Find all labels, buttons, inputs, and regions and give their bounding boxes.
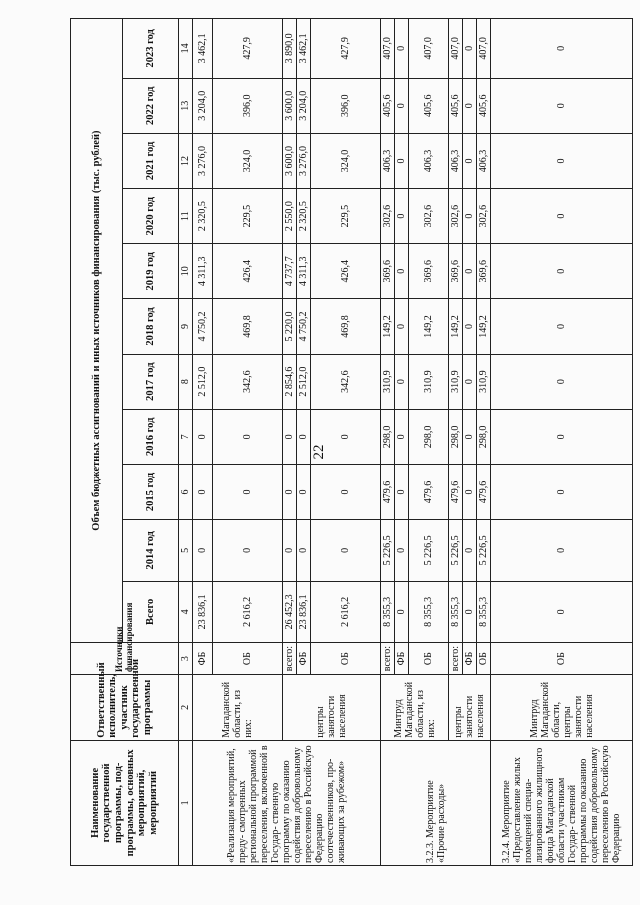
col-number: 5	[179, 520, 193, 582]
header-total: Всего	[123, 581, 179, 643]
value-cell: 0	[311, 520, 381, 582]
value-cell: 0	[491, 78, 633, 133]
row-source: всего:	[449, 643, 463, 675]
value-cell: 324,0	[213, 133, 283, 188]
header-year: 2014 год	[123, 520, 179, 582]
value-cell: 23 836,1	[297, 581, 311, 643]
value-cell: 3 600,0	[283, 133, 297, 188]
value-cell: 0	[463, 520, 477, 582]
value-cell: 407,0	[409, 19, 449, 79]
value-cell: 0	[213, 464, 283, 519]
value-cell: 0	[491, 409, 633, 464]
value-cell: 302,6	[409, 189, 449, 244]
value-cell: 0	[491, 464, 633, 519]
value-cell: 406,3	[381, 133, 395, 188]
value-cell: 310,9	[409, 354, 449, 409]
row-executor: Магаданской области, из них:	[193, 674, 283, 740]
value-cell: 4 311,3	[193, 244, 213, 299]
row-name: 3.2.4. Мероприятие «Предоставление жилых помещений специа- лизированного жилищного фонда Магаданской области участникам Государ- ственной программы по оказанию содействия добровольному переселению в Российскую Федерацию	[491, 740, 633, 865]
value-cell: 4 737,7	[283, 244, 297, 299]
value-cell: 0	[463, 354, 477, 409]
page-number: 22	[311, 444, 327, 460]
row-executor: Минтруд Магаданской области, центры занятости населения	[491, 674, 633, 740]
value-cell: 405,6	[449, 78, 463, 133]
value-cell: 3 276,0	[193, 133, 213, 188]
value-cell: 0	[283, 409, 297, 464]
value-cell: 0	[463, 409, 477, 464]
row-source: ФБ	[193, 643, 213, 675]
row-name: 3.2.3. Мероприятие «Прочие расходы»	[381, 740, 491, 865]
row-source: ОБ	[491, 643, 633, 675]
value-cell: 0	[491, 189, 633, 244]
value-cell: 0	[491, 354, 633, 409]
value-cell: 0	[395, 299, 409, 354]
value-cell: 0	[395, 244, 409, 299]
value-cell: 310,9	[381, 354, 395, 409]
value-cell: 0	[283, 520, 297, 582]
value-cell: 5 220,0	[283, 299, 297, 354]
value-cell: 2 616,2	[311, 581, 381, 643]
value-cell: 0	[463, 78, 477, 133]
row-source: ФБ	[297, 643, 311, 675]
value-cell: 298,0	[477, 409, 491, 464]
value-cell: 406,3	[449, 133, 463, 188]
value-cell: 0	[463, 19, 477, 79]
header-year: 2022 год	[123, 78, 179, 133]
header-source: Источники финансирования	[71, 643, 179, 675]
row-executor-sub: центры занятости населения	[283, 674, 381, 740]
value-cell: 405,6	[381, 78, 395, 133]
value-cell: 3 890,0	[283, 19, 297, 79]
value-cell: 229,5	[311, 189, 381, 244]
value-cell: 369,6	[477, 244, 491, 299]
value-cell: 310,9	[477, 354, 491, 409]
col-number: 11	[179, 189, 193, 244]
value-cell: 8 355,3	[449, 581, 463, 643]
value-cell: 0	[491, 133, 633, 188]
value-cell: 8 355,3	[409, 581, 449, 643]
value-cell: 342,6	[311, 354, 381, 409]
value-cell: 0	[193, 464, 213, 519]
value-cell: 5 226,5	[449, 520, 463, 582]
value-cell: 405,6	[409, 78, 449, 133]
row-source: ОБ	[311, 643, 381, 675]
header-year: 2019 год	[123, 244, 179, 299]
value-cell: 407,0	[449, 19, 463, 79]
row-source: всего:	[381, 643, 395, 675]
value-cell: 0	[297, 520, 311, 582]
row-source: ФБ	[395, 643, 409, 675]
value-cell: 2 320,5	[193, 189, 213, 244]
value-cell: 406,3	[409, 133, 449, 188]
col-number: 6	[179, 464, 193, 519]
col-number: 9	[179, 299, 193, 354]
value-cell: 0	[395, 409, 409, 464]
value-cell: 0	[463, 189, 477, 244]
value-cell: 229,5	[213, 189, 283, 244]
value-cell: 324,0	[311, 133, 381, 188]
value-cell: 0	[395, 189, 409, 244]
value-cell: 427,9	[311, 19, 381, 79]
table-body	[193, 19, 633, 866]
value-cell: 3 462,1	[193, 19, 213, 79]
value-cell: 149,2	[449, 299, 463, 354]
value-cell: 0	[491, 19, 633, 79]
value-cell: 2 512,0	[297, 354, 311, 409]
value-cell: 0	[491, 244, 633, 299]
header-year: 2015 год	[123, 464, 179, 519]
header-year: 2017 год	[123, 354, 179, 409]
col-number: 8	[179, 354, 193, 409]
table-row	[491, 19, 633, 866]
table-row	[193, 19, 213, 866]
value-cell: 0	[395, 78, 409, 133]
value-cell: 405,6	[477, 78, 491, 133]
col-number: 7	[179, 409, 193, 464]
value-cell: 0	[491, 520, 633, 582]
value-cell: 479,6	[381, 464, 395, 519]
value-cell: 0	[463, 244, 477, 299]
value-cell: 0	[395, 133, 409, 188]
value-cell: 0	[193, 409, 213, 464]
value-cell: 0	[213, 520, 283, 582]
value-cell: 0	[311, 409, 381, 464]
value-cell: 26 452,3	[283, 581, 297, 643]
value-cell: 302,6	[381, 189, 395, 244]
header-year: 2023 год	[123, 19, 179, 79]
col-number: 10	[179, 244, 193, 299]
value-cell: 0	[395, 464, 409, 519]
value-cell: 302,6	[449, 189, 463, 244]
value-cell: 369,6	[409, 244, 449, 299]
value-cell: 406,3	[477, 133, 491, 188]
value-cell: 0	[463, 133, 477, 188]
col-number: 14	[179, 19, 193, 79]
col-number: 1	[179, 740, 193, 865]
value-cell: 149,2	[477, 299, 491, 354]
value-cell: 0	[213, 409, 283, 464]
value-cell: 3 204,0	[297, 78, 311, 133]
value-cell: 0	[395, 520, 409, 582]
value-cell: 407,0	[477, 19, 491, 79]
value-cell: 0	[297, 409, 311, 464]
value-cell: 469,8	[213, 299, 283, 354]
value-cell: 426,4	[311, 244, 381, 299]
table-row	[381, 19, 395, 866]
value-cell: 5 226,5	[477, 520, 491, 582]
row-executor-sub: центры занятости населения	[449, 674, 491, 740]
value-cell: 427,9	[213, 19, 283, 79]
table-row	[283, 19, 297, 866]
value-cell: 5 226,5	[381, 520, 395, 582]
value-cell: 407,0	[381, 19, 395, 79]
rotated-table-container	[70, 18, 622, 866]
value-cell: 23 836,1	[193, 581, 213, 643]
value-cell: 302,6	[477, 189, 491, 244]
header-name: Наименование государственной программы, под- программы, основных мероприятий, мероприятий	[71, 740, 179, 865]
value-cell: 2 512,0	[193, 354, 213, 409]
table-row	[449, 19, 463, 866]
value-cell: 342,6	[213, 354, 283, 409]
col-number: 2	[179, 674, 193, 740]
financing-table	[70, 18, 633, 866]
column-number-row	[179, 19, 193, 866]
header-volume: Объем бюджетных ассигнований и иных источников финансирования (тыс. рублей)	[71, 19, 123, 643]
value-cell: 298,0	[449, 409, 463, 464]
value-cell: 3 600,0	[283, 78, 297, 133]
header-executor: Ответственный исполнитель, участник государственной программы	[71, 674, 179, 740]
value-cell: 298,0	[381, 409, 395, 464]
value-cell: 2 616,2	[213, 581, 283, 643]
header-year: 2020 год	[123, 189, 179, 244]
value-cell: 0	[491, 299, 633, 354]
value-cell: 2 550,0	[283, 189, 297, 244]
value-cell: 0	[463, 581, 477, 643]
header-row-1	[71, 19, 123, 866]
value-cell: 479,6	[477, 464, 491, 519]
value-cell: 4 750,2	[297, 299, 311, 354]
value-cell: 149,2	[381, 299, 395, 354]
value-cell: 0	[395, 354, 409, 409]
value-cell: 0	[311, 464, 381, 519]
row-source: ФБ	[463, 643, 477, 675]
value-cell: 298,0	[409, 409, 449, 464]
col-number: 12	[179, 133, 193, 188]
row-source: ОБ	[213, 643, 283, 675]
value-cell: 0	[463, 299, 477, 354]
value-cell: 0	[395, 581, 409, 643]
value-cell: 310,9	[449, 354, 463, 409]
value-cell: 479,6	[449, 464, 463, 519]
col-number: 4	[179, 581, 193, 643]
value-cell: 3 276,0	[297, 133, 311, 188]
value-cell: 2 854,6	[283, 354, 297, 409]
header-year: 2016 год	[123, 409, 179, 464]
header-year: 2021 год	[123, 133, 179, 188]
value-cell: 426,4	[213, 244, 283, 299]
row-source: всего:	[283, 643, 297, 675]
row-source: ОБ	[409, 643, 449, 675]
col-number: 3	[179, 643, 193, 675]
value-cell: 149,2	[409, 299, 449, 354]
value-cell: 396,0	[213, 78, 283, 133]
value-cell: 0	[193, 520, 213, 582]
value-cell: 5 226,5	[409, 520, 449, 582]
value-cell: 0	[283, 464, 297, 519]
value-cell: 0	[491, 581, 633, 643]
value-cell: 0	[297, 464, 311, 519]
value-cell: 3 204,0	[193, 78, 213, 133]
value-cell: 469,8	[311, 299, 381, 354]
value-cell: 4 750,2	[193, 299, 213, 354]
value-cell: 369,6	[449, 244, 463, 299]
row-executor: Минтруд Магаданской области, из них:	[381, 674, 449, 740]
value-cell: 479,6	[409, 464, 449, 519]
value-cell: 8 355,3	[381, 581, 395, 643]
header-year: 2018 год	[123, 299, 179, 354]
value-cell: 396,0	[311, 78, 381, 133]
value-cell: 4 311,3	[297, 244, 311, 299]
value-cell: 0	[395, 19, 409, 79]
row-source: ОБ	[477, 643, 491, 675]
value-cell: 0	[463, 464, 477, 519]
row-name: «Реализация мероприятий, преду- смотренных региональной программой переселения, включенной в Государ- ственную программу по оказанию содействия добровольному переселению в Российскую Федерацию соотечественников, про- живающих за рубежом»	[193, 740, 381, 865]
col-number: 13	[179, 78, 193, 133]
value-cell: 8 355,3	[477, 581, 491, 643]
value-cell: 369,6	[381, 244, 395, 299]
value-cell: 2 320,5	[297, 189, 311, 244]
value-cell: 3 462,1	[297, 19, 311, 79]
